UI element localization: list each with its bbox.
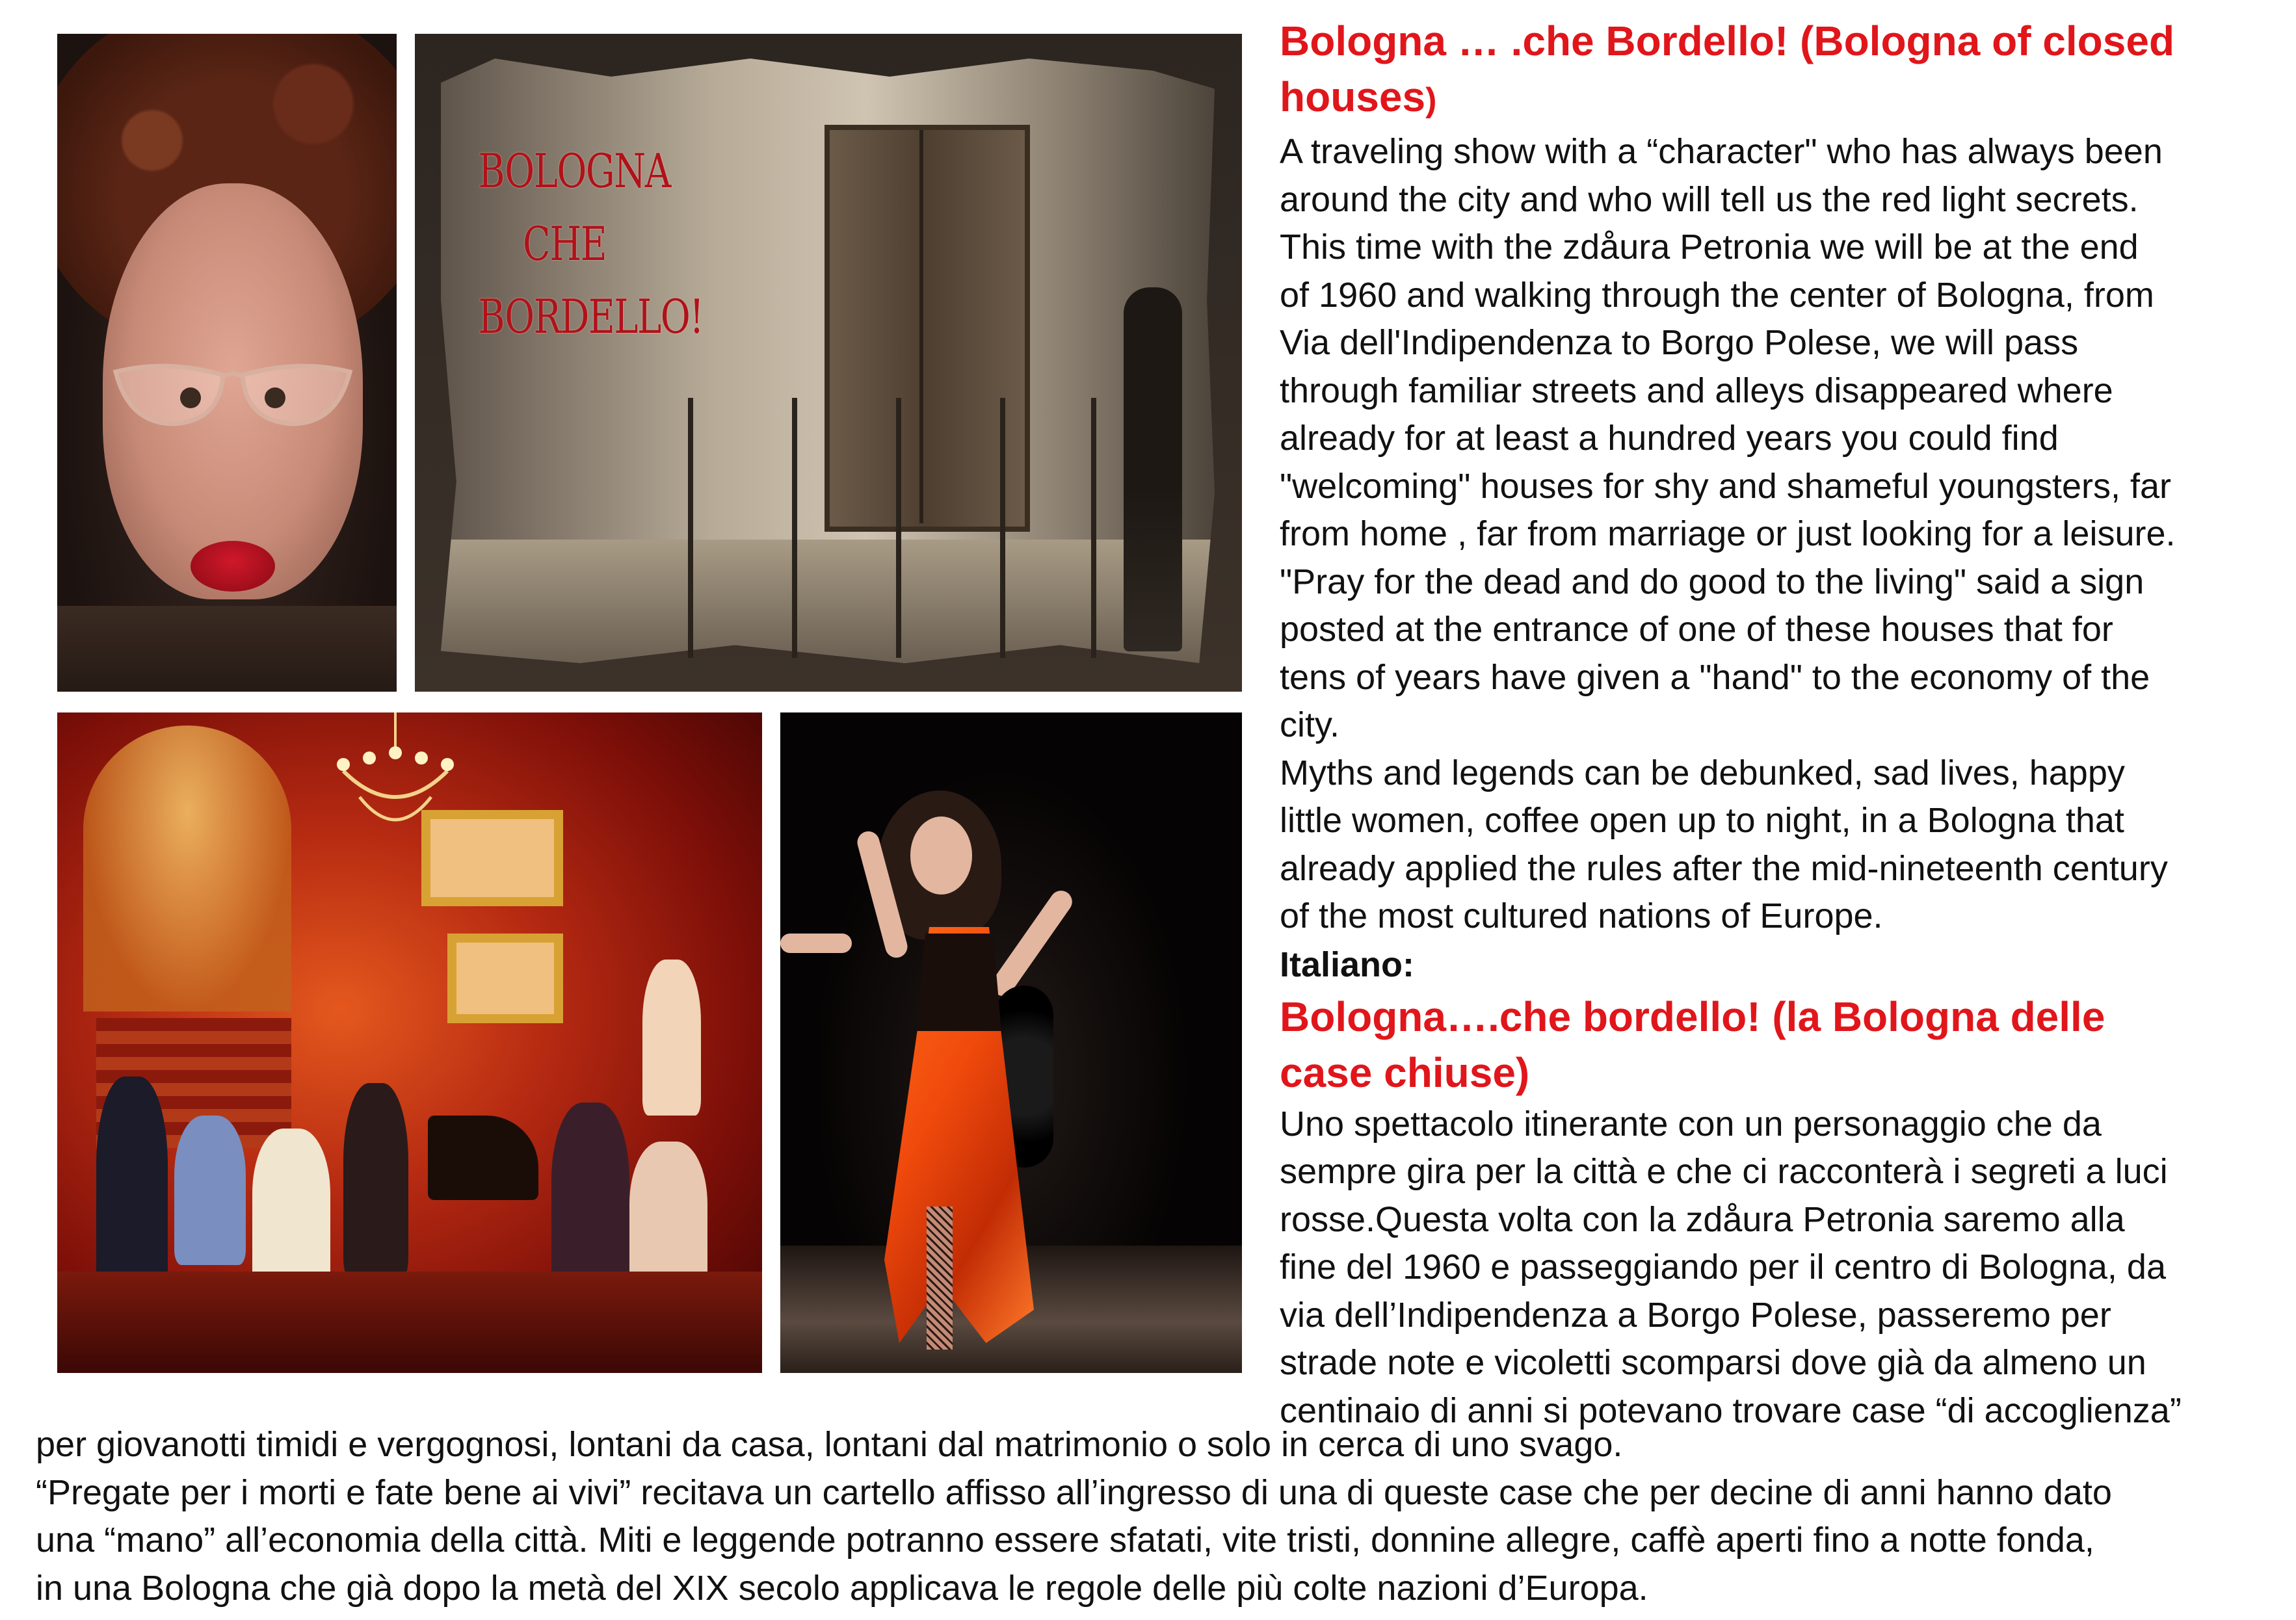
glass-rail [896,398,901,658]
english-title [1280,13,2281,128]
painting-frame [447,934,563,1023]
glasses-icon [109,359,356,430]
painted-figure [252,1129,330,1291]
italian-full-width-body [36,1421,2260,1612]
english-body-line: through familiar streets and alleys disappeared where [1280,371,2113,410]
painting-floor [57,1272,762,1373]
painted-figure [642,960,701,1116]
logo-line: CHE [522,216,607,271]
english-body-line: posted at the entrance of one of these houses that for [1280,610,2113,649]
italian-full-line: “Pregate per i morti e fate bene ai vivi” recitava un cartello affisso all’ingresso di una di queste case che per decine di anni hanno dato [36,1472,2112,1512]
glass-rail [1000,398,1005,658]
italian-body-line: strade note e vicoletti scomparsi dove già da almeno un [1280,1343,2146,1382]
english-body-line: already applied the rules after the mid-nineteenth century [1280,848,2168,888]
italian-full-line: in una Bologna che già dopo la metà del XIX secolo applicava le regole delle più colte nazioni d’Europa. [36,1568,1648,1608]
portrait-photo [57,34,397,692]
italian-full-line: una “mano” all’economia della città. Miti e leggende potranno essere sfatati, vite tristi, donnine allegre, caffè aperti fino a notte fonda, [36,1521,2094,1560]
piano [428,1116,538,1200]
door-split [919,130,923,523]
english-body-line: little women, coffee open up to night, in a Bologna that [1280,801,2124,840]
english-body-line: This time with the zdåura Petronia we will be at the end [1280,228,2139,267]
english-title-close: ) [1425,81,1437,119]
italian-body-line: centinaio di anni si potevano trovare case “di accoglienza” [1280,1391,2182,1430]
painting-arch [83,725,291,1012]
english-body-line: A traveling show with a “character" who has always been [1280,132,2163,171]
english-body [1280,128,2281,941]
english-body-line: around the city and who will tell us the red light secrets. [1280,179,2139,219]
english-body-line: of 1960 and walking through the center of Bologna, from [1280,275,2154,315]
fishnet-leg [927,1207,953,1350]
black-corset [917,934,1001,1031]
standing-woman-silhouette [1124,287,1182,651]
italian-full-line: per giovanotti timidi e vergognosi, lontani da casa, lontani dal matrimonio o solo in cerca di uno svago. [36,1425,1623,1464]
english-body-line: of the most cultured nations of Europe. [1280,896,1883,935]
glass-rail [1091,398,1096,658]
bologna-che-bordello-logo [454,135,704,408]
glass-rail [688,398,693,658]
english-body-line: already for at least a hundred years you could find [1280,419,2059,458]
portrait-shoulder [57,606,397,692]
english-body-line: from home , far from marriage or just looking for a leisure. [1280,514,2176,553]
english-body-line: Via dell'Indipendenza to Borgo Polese, we will pass [1280,323,2079,362]
wooden-door [825,125,1030,532]
italian-body-line: Uno spettacolo itinerante con un personaggio che da [1280,1104,2102,1143]
brothel-painting [57,712,762,1373]
doorway-floor [441,540,1215,663]
english-body-line: tens of years have given a "hand" to the economy of the [1280,657,2150,697]
italian-body-line: via dell’Indipendenza a Borgo Polese, passeremo per [1280,1295,2111,1335]
performer-face [910,817,972,895]
logo-line: BOLOGNA [478,144,670,198]
italian-column-body [1280,1101,2281,1435]
portrait-lips [191,541,275,592]
italian-label: Italiano: [1280,945,1415,984]
painting-frame [421,810,563,906]
italian-body-line: fine del 1960 e passeggiando per il centro di Bologna, da [1280,1248,2166,1287]
logo-line: BORDELLO! [478,289,704,344]
english-body-line: "welcoming" houses for shy and shameful youngsters, far [1280,466,2172,506]
glass-rail [792,398,797,658]
english-body-line: Myths and legends can be debunked, sad lives, happy [1280,753,2125,792]
painted-figure [551,1103,629,1298]
italian-body-line: rosse.Questa volta con la zdåura Petronia saremo alla [1280,1199,2125,1239]
english-body-line: "Pray for the dead and do good to the living" said a sign [1280,562,2144,601]
painted-figure [96,1077,168,1298]
painted-figure [343,1083,408,1278]
english-body-line: city. [1280,705,1339,744]
italian-title: Bologna….che bordello! (la Bologna delle case chiuse) [1280,993,2105,1096]
english-title-text: Bologna … .che Bordello! (Bologna of closed houses [1280,18,2175,120]
italian-body-line: sempre gira per la città e che ci racconterà i segreti a luci [1280,1152,2168,1191]
stage-performer-photo [780,712,1242,1373]
painted-figure [174,1116,246,1265]
side-dancer-arm [780,934,852,953]
doorway-photo [415,34,1242,692]
english-text-column [1280,13,2281,1435]
